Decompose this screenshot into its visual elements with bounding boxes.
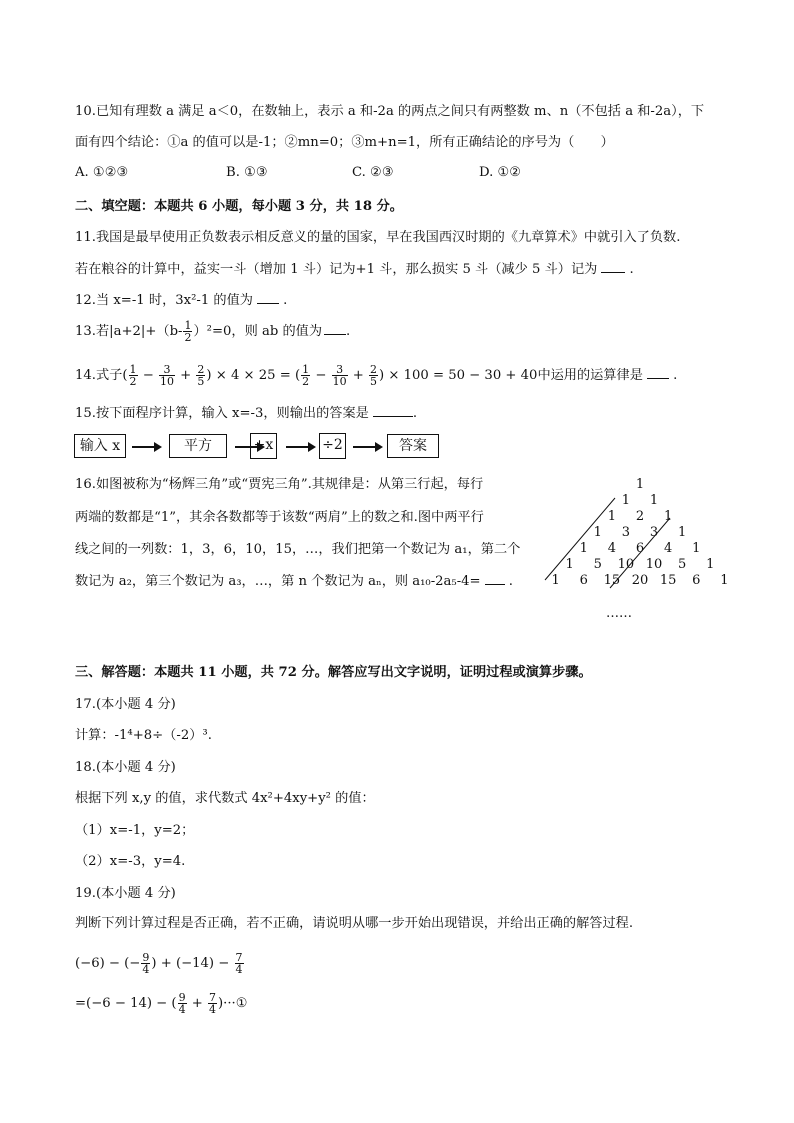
- arrow-right-icon: [132, 441, 162, 453]
- triangle-cell: 5: [593, 557, 602, 572]
- q15-flowchart: [74, 434, 454, 460]
- q17-body: 计算：-1⁴+8÷（-2）³.: [75, 728, 212, 743]
- q14-op-4: +: [348, 368, 369, 383]
- q14-frac-3: [196, 364, 205, 387]
- q19-l1f2-den: 4: [235, 963, 243, 976]
- yanghui-triangle: [540, 478, 730, 628]
- flow-box-divide-2: ÷2: [319, 433, 346, 459]
- triangle-cell: 10: [617, 557, 635, 572]
- q14-expr-end: ) × 100 = 50 − 30 + 40: [379, 368, 538, 383]
- q19-l1f1-num: 9: [142, 951, 150, 964]
- q14-frac-4: [301, 364, 310, 387]
- q10-line-2: 面有四个结论：①a 的值可以是-1；②mn=0；③m+n=1，所有正确结论的序号为（ ）: [75, 135, 614, 150]
- q14-f4-num: 1: [302, 363, 310, 376]
- q14-f1-den: 2: [129, 375, 137, 388]
- q14-f6-num: 2: [370, 363, 378, 376]
- triangle-cell: 1: [663, 509, 673, 524]
- q14-f3-num: 2: [197, 363, 205, 376]
- triangle-cell: 6: [635, 541, 645, 556]
- q19-heading: 19.(本小题 4 分): [75, 886, 176, 901]
- triangle-cell: 15: [603, 573, 621, 588]
- q14-answer-blank[interactable]: [647, 366, 669, 379]
- triangle-cell: 4: [663, 541, 673, 556]
- q18-body: 根据下列 x,y 的值，求代数式 4x²+4xy+y² 的值：: [75, 791, 375, 806]
- triangle-cell: 20: [631, 573, 649, 588]
- q16-line-2: 两端的数都是“1”，其余各数都等于该数“两肩”上的数之和.图中两平行: [75, 510, 484, 525]
- triangle-cell: 2: [635, 509, 645, 524]
- q19-l2-part-b: )···①: [218, 996, 248, 1011]
- q19-l2f2-num: 7: [209, 991, 217, 1004]
- flow-box-square: 平方: [169, 434, 227, 458]
- q13-prefix: 13.若|a+2|+（b-: [75, 324, 183, 339]
- q16-line-4: 数记为 a₂，第三个数记为 a₃，…，第 n 个数记为 aₙ，则 a₁₀-2a₅-4= .: [75, 574, 513, 589]
- q14-op-3: −: [311, 368, 331, 383]
- q14-frac-5: [332, 364, 348, 387]
- q10-option-b: B. ①③: [226, 165, 268, 180]
- q17-heading: 17.(本小题 4 分): [75, 697, 176, 712]
- q16-line-1: 16.如图被称为“杨辉三角”或“贾宪三角”.其规律是：从第三行起，每行: [75, 477, 484, 492]
- q14-expr-mid: ) × 4 × 25 = (: [206, 368, 301, 383]
- flow-box-input: 输入 x: [74, 434, 126, 458]
- q19-l1-frac-2: [235, 952, 244, 975]
- q10-line-1: 10.已知有理数 a 满足 a＜0，在数轴上，表示 a 和-2a 的两点之间只有两整数 m、n（不包括 a 和-2a），下: [75, 104, 705, 119]
- q13-frac-den: 2: [184, 331, 192, 344]
- triangle-cell: 1: [649, 493, 659, 508]
- q16-answer-blank[interactable]: [485, 572, 505, 585]
- q14-frac-6: [369, 364, 378, 387]
- triangle-cell: 1: [593, 525, 602, 540]
- q14-f5-num: 3: [332, 364, 348, 376]
- q18-part-2: （2）x=-3，y=4.: [75, 854, 186, 869]
- q11-line-2: 若在粮谷的计算中，益实一斗（增加 1 斗）记为+1 斗，那么损实 5 斗（减少 5 斗）记为 .: [75, 262, 634, 277]
- q19-l1-part-b: ) + (−14) −: [151, 956, 234, 971]
- q13-fraction: [183, 320, 192, 343]
- q19-l2-frac-1: [178, 992, 187, 1015]
- section-2-heading: 二、填空题：本题共 6 小题，每小题 3 分，共 18 分。: [75, 199, 403, 214]
- q16-line-3: 线之间的一列数：1，3，6，10，15，…，我们把第一个数记为 a₁，第二个: [75, 542, 521, 557]
- q19-l2-op: +: [187, 996, 208, 1011]
- q19-l2f2-den: 4: [209, 1003, 217, 1016]
- q15-line: 15.按下面程序计算，输入 x=-3，则输出的答案是 .: [75, 406, 418, 421]
- q13-line: 13.若|a+2|+（b- $\frac{1}{2}$ ）²=0，则 ab 的值为 .: [75, 319, 351, 344]
- q19-l1-part-a: (−6) − (−: [75, 956, 141, 971]
- q10-option-a: A. ①②③: [75, 165, 129, 180]
- triangle-cell: 1: [565, 557, 574, 572]
- triangle-cell: 1: [706, 557, 715, 572]
- triangle-cell: 1: [678, 525, 687, 540]
- q11-answer-blank[interactable]: [601, 260, 625, 273]
- flow-box-answer: 答案: [387, 434, 439, 458]
- q14-f5-den: 10: [332, 375, 347, 388]
- triangle-cell: 3: [649, 525, 659, 540]
- q14-f1-num: 1: [129, 363, 137, 376]
- triangle-cell: 1: [579, 541, 588, 556]
- q15-text: 15.按下面程序计算，输入 x=-3，则输出的答案是: [75, 406, 369, 421]
- q19-expr-line-2: [75, 992, 248, 1015]
- q13-mid: ）²=0，则 ab 的值为: [193, 324, 323, 339]
- triangle-cell: 1: [607, 509, 616, 524]
- q16-text: 数记为 a₂，第三个数记为 a₃，…，第 n 个数记为 aₙ，则 a₁₀-2a₅-4=: [75, 574, 481, 589]
- triangle-cell: 6: [579, 573, 588, 588]
- q10-option-d: D. ①②: [479, 165, 522, 180]
- triangle-cell: 5: [678, 557, 687, 572]
- triangle-cell: 4: [607, 541, 616, 556]
- q11-text: 若在粮谷的计算中，益实一斗（增加 1 斗）记为+1 斗，那么损实 5 斗（减少 5 斗）记为: [75, 262, 598, 277]
- triangle-cell: 1: [621, 493, 631, 508]
- triangle-cell: 10: [645, 557, 663, 572]
- q13-answer-blank[interactable]: [324, 322, 346, 335]
- q19-l2-part-a: =(−6 − 14) − (: [75, 996, 177, 1011]
- q14-suffix: 中运用的运算律是: [537, 368, 643, 383]
- q10-option-c: C. ②③: [352, 165, 394, 180]
- triangle-cell: 15: [659, 573, 677, 588]
- triangle-cell: 1: [692, 541, 701, 556]
- q12-answer-blank[interactable]: [257, 291, 279, 304]
- arrow-right-icon: [286, 441, 316, 453]
- q19-l2f1-den: 4: [178, 1003, 186, 1016]
- triangle-cell: 1: [551, 573, 560, 588]
- q14-f4-den: 2: [302, 375, 310, 388]
- triangle-ellipsis: ……: [606, 606, 632, 621]
- q14-f6-den: 5: [370, 375, 378, 388]
- q14-op-2: +: [175, 368, 196, 383]
- q14-prefix: 14.式子: [75, 368, 123, 383]
- q14-f2-den: 10: [159, 375, 174, 388]
- q19-l1f1-den: 4: [142, 963, 150, 976]
- q15-answer-blank[interactable]: [373, 404, 413, 417]
- q18-heading: 18.(本小题 4 分): [75, 760, 176, 775]
- q19-l1-frac-1: [141, 952, 150, 975]
- q19-l2f1-num: 9: [178, 991, 186, 1004]
- triangle-cell: 1: [720, 573, 729, 588]
- q11-line-1: 11.我国是最早使用正负数表示相反意义的量的国家，早在我国西汉时期的《九章算术》中就引入了负数.: [75, 230, 681, 245]
- q14-paren: (: [122, 368, 128, 383]
- q19-body: 判断下列计算过程是否正确，若不正确，请说明从哪一步开始出现错误，并给出正确的解答过程.: [75, 916, 634, 931]
- section-3-heading: 三、解答题：本题共 11 小题，共 72 分。解答应写出文字说明，证明过程或演算步骤。: [75, 665, 592, 680]
- q14-f3-den: 5: [197, 375, 205, 388]
- arrow-right-icon: [353, 441, 383, 453]
- q19-l2-frac-2: [208, 992, 217, 1015]
- q14-f2-num: 3: [159, 364, 175, 376]
- q12-text: 12.当 x=-1 时，3x²-1 的值为: [75, 293, 253, 308]
- q14-frac-2: [159, 364, 175, 387]
- q19-l1f2-num: 7: [235, 951, 243, 964]
- q13-frac-num: 1: [184, 319, 192, 332]
- q14-line: 14.式子( $\frac{1}{2}$ − $\frac{3}{10}$ + $\frac{2}{5}$ ) × 4 × 25 = ( $\frac{1}{2}$ − $\frac{3}{10}$ + $\frac{2}{5}$ ) × 100 = 50 − 30 + 40中运用的运算律是 .: [75, 363, 678, 388]
- triangle-cell: 3: [621, 525, 631, 540]
- triangle-cell: 1: [635, 477, 645, 492]
- triangle-cell: 6: [692, 573, 701, 588]
- q12-line: 12.当 x=-1 时，3x²-1 的值为 .: [75, 293, 288, 308]
- q14-frac-1: [129, 364, 138, 387]
- q18-part-1: （1）x=-1，y=2；: [75, 823, 195, 838]
- q19-expr-line-1: [75, 952, 245, 975]
- flow-box-add-x: +x: [250, 433, 277, 459]
- q14-op-1: −: [138, 368, 158, 383]
